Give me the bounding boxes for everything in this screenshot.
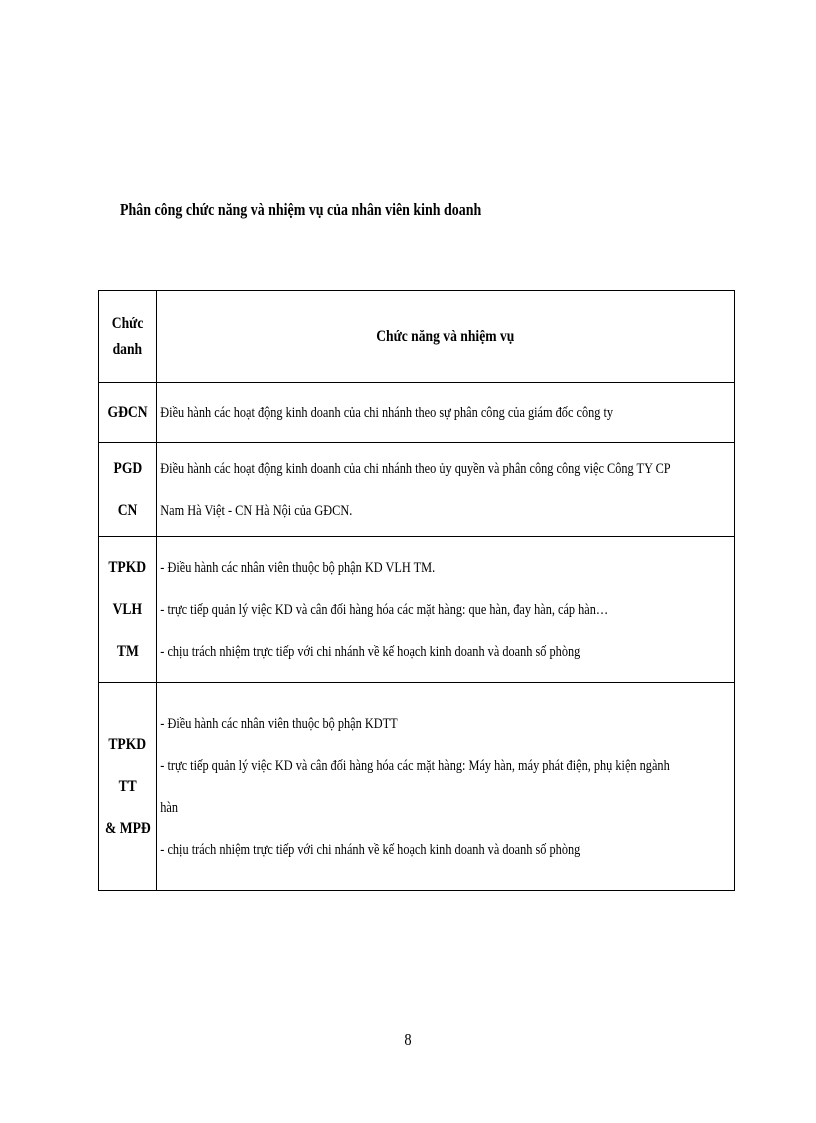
duty-line: Điều hành các hoạt động kinh doanh của chi nhánh theo ủy quyền và phân công công việc Công TY CP	[160, 460, 671, 477]
header-title-line: danh	[112, 340, 143, 358]
duty-line: - chịu trách nhiệm trực tiếp với chi nhánh về kế hoạch kinh doanh và doanh số phòng	[160, 643, 581, 660]
header-title-line: Chức	[111, 314, 144, 332]
duties-table	[98, 290, 735, 891]
header-title-cell	[99, 291, 157, 383]
position-cell	[99, 383, 157, 443]
duty-cell	[157, 537, 735, 683]
position-line: VLH	[112, 600, 143, 618]
position-line: CN	[117, 501, 138, 519]
header-duty-label: Chức năng và nhiệm vụ	[376, 327, 515, 345]
position-line: GĐCN	[107, 403, 148, 421]
position-line: PGD	[113, 459, 142, 477]
table-row	[99, 383, 735, 443]
duty-line: Điều hành các hoạt động kinh doanh của chi nhánh theo sự phân công của giám đốc công ty	[160, 404, 614, 421]
position-line: TM	[116, 642, 139, 660]
duty-cell	[157, 683, 735, 891]
duty-line: - Điều hành các nhân viên thuộc bộ phận KDTT	[160, 715, 398, 732]
table-header-row	[99, 291, 735, 383]
duty-line: - trực tiếp quản lý việc KD và cân đối hàng hóa các mặt hàng: que hàn, đay hàn, cáp hàn…	[160, 601, 609, 618]
position-cell	[99, 683, 157, 891]
position-line: TT	[118, 777, 137, 795]
page-number: 8	[404, 1030, 412, 1049]
duty-line: - chịu trách nhiệm trực tiếp với chi nhánh về kế hoạch kinh doanh và doanh số phòng	[160, 841, 581, 858]
table-row	[99, 537, 735, 683]
duty-line: - Điều hành các nhân viên thuộc bộ phận KD VLH TM.	[160, 559, 436, 576]
duty-line: Nam Hà Việt - CN Hà Nội của GĐCN.	[160, 502, 353, 519]
header-duty-cell	[157, 291, 735, 383]
duty-line: - trực tiếp quản lý việc KD và cân đối hàng hóa các mặt hàng: Máy hàn, máy phát điện, phụ kiện ngành	[160, 757, 670, 774]
position-line: TPKD	[108, 558, 147, 576]
position-line: & MPĐ	[104, 819, 151, 837]
page-title: Phân công chức năng và nhiệm vụ của nhân viên kinh doanh	[120, 200, 482, 219]
duty-cell	[157, 383, 735, 443]
table-row	[99, 683, 735, 891]
duty-cell	[157, 443, 735, 537]
duty-line: hàn	[160, 799, 179, 816]
position-cell	[99, 537, 157, 683]
table-row	[99, 443, 735, 537]
position-line: TPKD	[108, 735, 147, 753]
position-cell	[99, 443, 157, 537]
